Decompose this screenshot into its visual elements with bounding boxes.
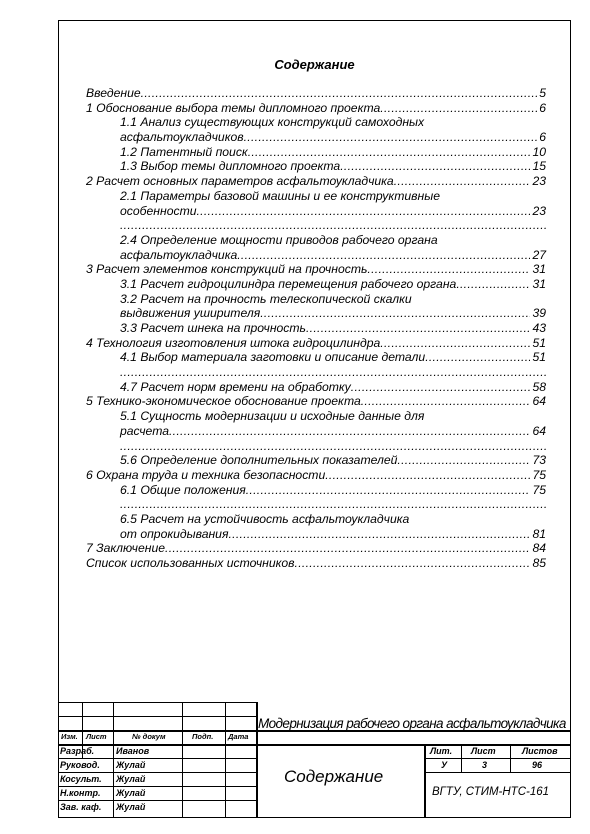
role-name: Жулай — [116, 802, 146, 812]
toc-entry-title: 4 Технология изготовления штока гидроцилиндра — [86, 335, 381, 350]
toc-page-number: 84 — [532, 541, 546, 556]
toc-leader-dots — [380, 101, 537, 116]
toc-entry — [86, 101, 546, 116]
toc-page-number: 15 — [532, 159, 546, 174]
toc-leader-dots — [425, 350, 530, 365]
role-label: Руковод. — [60, 760, 100, 770]
toc-entry — [86, 277, 546, 292]
toc-entry — [86, 262, 546, 277]
toc-entry-line: 2.1 Параметры базовой машины и ее конструктивные — [120, 188, 440, 203]
toc-entry — [86, 380, 546, 395]
toc-page-number: 10 — [532, 144, 546, 159]
toc-omission-dots — [86, 497, 546, 512]
toc-leader-dots — [244, 130, 538, 145]
page-title: Содержание — [274, 57, 355, 72]
role-label: Зав. каф. — [60, 802, 102, 812]
role-name: Жулай — [116, 760, 146, 770]
toc-entry — [86, 159, 546, 174]
toc-entry-title: Введение — [86, 86, 141, 100]
toc-entry-line: 6.5 Расчет на устойчивость асфальтоукладчика — [120, 511, 410, 526]
toc-entry — [86, 306, 546, 321]
toc-entry — [86, 204, 546, 219]
toc-leader-dots — [367, 262, 530, 277]
list-label: Лист — [471, 746, 496, 756]
toc-omission-dots — [86, 218, 546, 233]
toc-omission-dots — [86, 365, 546, 380]
list-value: 3 — [482, 760, 488, 770]
toc-leader-dots — [394, 174, 531, 189]
toc-entry-title: 3 Расчет элементов конструкций на прочность — [86, 262, 368, 277]
toc-leader-dots — [340, 159, 530, 174]
toc-leader-dots — [397, 453, 530, 468]
organization: ВГТУ, СТИМ-НТС-161 — [432, 786, 550, 798]
toc-entry — [86, 424, 546, 439]
toc-page-number: 6 — [539, 130, 546, 145]
listov-value: 96 — [532, 760, 543, 770]
role-label: Косульт. — [60, 774, 102, 784]
toc-leader-dots — [169, 424, 530, 439]
sheet-title: Содержание — [284, 767, 384, 786]
toc-entry — [86, 145, 546, 160]
toc-entry — [86, 541, 546, 556]
toc-page-number: 31 — [532, 262, 546, 277]
role-label: Н.контр. — [60, 788, 101, 798]
table-of-contents — [86, 86, 546, 571]
toc-page-number: 58 — [532, 379, 546, 394]
toc-entry-title: 4.7 Расчет норм времени на обработку — [120, 379, 351, 394]
toc-entry-title: от опрокидывания — [120, 526, 229, 541]
toc-entry-line: 1.1 Анализ существующих конструкций самоходных — [120, 115, 425, 130]
toc-entry — [86, 556, 546, 571]
toc-entry-title: 1 Обоснование выбора темы дипломного проекта — [86, 100, 381, 115]
toc-page-number: 75 — [532, 482, 546, 497]
toc-entry-title: 5 Технико-экономическое обоснование проекта — [86, 394, 361, 409]
toc-leader-dots — [295, 556, 531, 571]
toc-page-number: 43 — [532, 321, 546, 335]
toc-entry-line: 5.1 Сущность модернизации и исходные данные для — [120, 409, 425, 424]
toc-leader-dots — [361, 394, 531, 409]
toc-leader-dots — [380, 336, 530, 351]
toc-page-number: 31 — [532, 276, 546, 291]
toc-entry-title: 3.3 Расчет шнека на прочность — [120, 321, 306, 335]
toc-entry-title: особенности — [120, 203, 197, 218]
toc-page-number: 51 — [532, 335, 546, 350]
toc-entry — [86, 248, 546, 263]
header-sign: Подп. — [192, 732, 214, 741]
header-izm: Изм. — [61, 732, 78, 741]
toc-page-number: 27 — [532, 247, 546, 262]
toc-entry-title: асфальтоукладчиков — [120, 130, 244, 145]
header-list: Лист — [86, 732, 107, 741]
toc-page-number: 85 — [532, 556, 546, 570]
toc-entry-title: 6.1 Общие положения — [120, 482, 246, 497]
toc-leader-dots — [228, 527, 530, 542]
toc-entry-title: расчета — [120, 423, 169, 438]
toc-page-number: 64 — [532, 423, 546, 438]
toc-entry-title: 7 Заключение — [86, 541, 166, 556]
toc-omission-dots — [86, 439, 546, 454]
toc-page-number: 51 — [532, 350, 546, 365]
header-doc: № докум — [132, 732, 166, 741]
toc-page-number: 73 — [532, 453, 546, 468]
toc-leader-dots — [246, 483, 531, 498]
role-name: Жулай — [116, 774, 146, 784]
header-date: Дата — [228, 732, 249, 741]
toc-entry-title: Список использованных источников — [86, 556, 295, 570]
toc-entry — [86, 86, 546, 101]
toc-entry — [86, 453, 546, 468]
role-name: Иванов — [116, 746, 150, 756]
toc-leader-dots — [165, 541, 530, 556]
lit-value: У — [441, 760, 448, 770]
toc-page-number: 23 — [532, 174, 546, 189]
toc-leader-dots — [456, 277, 530, 292]
listov-label: Листов — [522, 746, 558, 756]
toc-page-number: 75 — [532, 467, 546, 482]
toc-page-number: 64 — [532, 394, 546, 409]
toc-entry-title: 1.3 Выбор темы дипломного проекта — [120, 159, 341, 174]
toc-page-number: 81 — [532, 526, 546, 541]
toc-leader-dots — [351, 380, 531, 395]
toc-leader-dots — [141, 86, 538, 101]
toc-leader-dots — [260, 306, 530, 321]
toc-entry — [86, 483, 546, 498]
toc-entry — [86, 394, 546, 409]
toc-page-number: 6 — [539, 100, 546, 115]
role-name: Жулай — [116, 788, 146, 798]
toc-page-number: 23 — [532, 203, 546, 218]
toc-entry-title: 5.6 Определение дополнительных показателей — [120, 453, 398, 468]
lit-label: Лит. — [430, 746, 453, 756]
toc-entry-title: 6 Охрана труда и техника безопасности — [86, 467, 326, 482]
toc-leader-dots — [325, 468, 530, 483]
toc-entry — [86, 174, 546, 189]
toc-leader-dots — [248, 145, 531, 160]
toc-entry-title: выдвижения уширителя — [120, 306, 261, 321]
toc-entry — [86, 321, 546, 336]
project-title: Модернизация рабочего органа асфальтоукладчика — [258, 716, 566, 731]
toc-leader-dots — [197, 204, 531, 219]
toc-entry-title: 3.1 Расчет гидроцилиндра перемещения рабочего органа — [120, 276, 457, 291]
title-block — [58, 702, 571, 818]
toc-entry-line: 2.4 Определение мощности приводов рабочего органа — [120, 232, 438, 247]
toc-leader-dots — [237, 248, 530, 263]
toc-entry-title: 4.1 Выбор материала заготовки и описание детали — [120, 350, 426, 365]
role-label: Разраб. — [60, 746, 95, 756]
toc-entry-title: 2 Расчет основных параметров асфальтоукладчика — [86, 174, 394, 189]
toc-entry-title: асфальтоукладчика — [120, 247, 238, 262]
toc-entry — [86, 527, 546, 542]
toc-entry-line: 3.2 Расчет на прочность телескопической скалки — [120, 291, 412, 306]
toc-entry-title: 1.2 Патентный поиск — [120, 144, 248, 159]
toc-entry — [86, 130, 546, 145]
toc-entry — [86, 350, 546, 365]
toc-entry — [86, 336, 546, 351]
toc-entry — [86, 468, 546, 483]
toc-page-number: 5 — [539, 86, 546, 100]
toc-page-number: 39 — [532, 306, 546, 321]
toc-leader-dots — [306, 321, 530, 336]
